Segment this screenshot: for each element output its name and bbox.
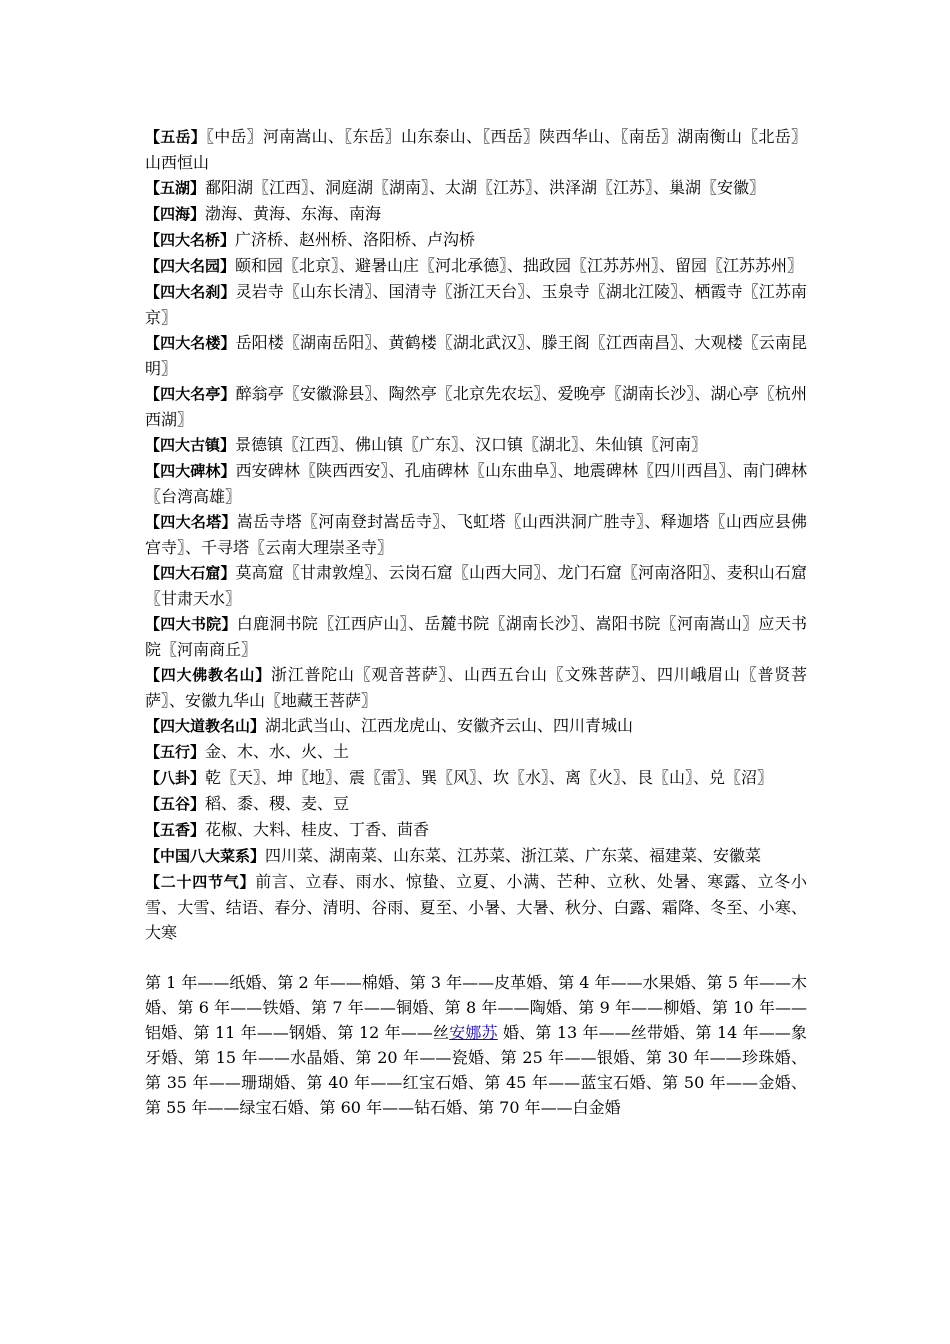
entry-term: 【四大名楼】 — [145, 334, 236, 352]
entry-gardens — [145, 253, 807, 279]
entry-buddhist-mountains — [145, 662, 807, 713]
entry-steles — [145, 458, 807, 509]
entry-text: 西安碑林〖陕西西安〗、孔庙碑林〖山东曲阜〗、地震碑林〖四川西昌〗、南门碑林〖台湾高雄〗 — [145, 461, 807, 506]
entry-text: 花椒、大料、桂皮、丁香、茴香 — [205, 820, 430, 839]
entry-pavilions — [145, 381, 807, 432]
anniversary-text-end: 婚、第 13 年——丝带婚、第 14 年——象牙婚、第 15 年——水晶婚、第 20 年——瓷婚、第 25 年——银婚、第 30 年——珍珠婚、第 35 年——珊瑚婚、第 40 年——红宝石婚、第 45 年——蓝宝石婚、第 50 年——金婚、第 55 年——绿宝石婚、第 60 年——钻石婚、第 70 年——白金婚 — [145, 1023, 807, 1117]
entry-text: 乾〖天〗、坤〖地〗、震〖雷〗、巽〖风〗、坎〖水〗、离〖火〗、艮〖山〗、兑〖沼〗 — [205, 768, 774, 787]
entry-text: 稻、黍、稷、麦、豆 — [205, 794, 350, 813]
entry-grottoes — [145, 560, 807, 611]
entry-text: 渤海、黄海、东海、南海 — [205, 204, 382, 223]
entry-term: 【二十四节气】 — [145, 873, 256, 891]
entry-term: 【四大名塔】 — [145, 513, 237, 531]
entry-bagua — [145, 765, 807, 791]
entry-text: 广济桥、赵州桥、洛阳桥、卢沟桥 — [235, 230, 476, 249]
entry-term: 【五行】 — [145, 743, 206, 761]
entry-five-grains — [145, 791, 807, 817]
entry-text: 莫高窟〖甘肃敦煌〗、云岗石窟〖山西大同〗、龙门石窟〖河南洛阳〗、麦积山石窟〖甘肃天水〗 — [145, 563, 807, 608]
entry-text: 岳阳楼〖湖南岳阳〗、黄鹤楼〖湖北武汉〗、滕王阁〖江西南昌〗、大观楼〖云南昆明〗 — [145, 333, 807, 378]
entry-text: 颐和园〖北京〗、避暑山庄〖河北承德〗、拙政园〖江苏苏州〗、留园〖江苏苏州〗 — [235, 256, 804, 275]
entry-term: 【五湖】 — [145, 179, 206, 197]
entry-text: 浙江普陀山〖观音菩萨〗、山西五台山〖文殊菩萨〗、四川峨眉山〖普贤菩萨〗、安徽九华山〖地藏王菩萨〗 — [145, 665, 807, 710]
entry-term: 【四大名亭】 — [145, 385, 236, 403]
entry-text: 鄱阳湖〖江西〗、洞庭湖〖湖南〗、太湖〖江苏〗、洪泽湖〖江苏〗、巢湖〖安徽〗 — [205, 178, 766, 197]
entry-towers — [145, 330, 807, 381]
entry-wuyue — [145, 124, 807, 175]
entry-text: 金、木、水、火、土 — [205, 742, 350, 761]
entry-term: 【四大名桥】 — [145, 231, 236, 249]
entry-bridges — [145, 227, 807, 253]
entry-text: 湖北武当山、江西龙虎山、安徽齐云山、四川青城山 — [265, 716, 634, 735]
entry-text: 灵岩寺〖山东长清〗、国清寺〖浙江天台〗、玉泉寺〖湖北江陵〗、栖霞寺〖江苏南京〗 — [145, 282, 807, 327]
entry-text: 〖中岳〗河南嵩山、〖东岳〗山东泰山、〖西岳〗陕西华山、〖南岳〗湖南衡山〖北岳〗山西恒山 — [145, 127, 807, 172]
entry-text: 四川菜、湖南菜、山东菜、江苏菜、浙江菜、广东菜、福建菜、安徽菜 — [265, 846, 762, 865]
entry-five-elements — [145, 739, 807, 765]
document-page — [145, 124, 807, 1120]
entry-term: 【八卦】 — [145, 769, 206, 787]
entry-solar-terms — [145, 869, 807, 945]
entry-academies — [145, 611, 807, 662]
entry-term: 【四大书院】 — [145, 615, 237, 633]
entry-term: 【四大佛教名山】 — [145, 666, 271, 684]
anniversary-text-start: 第 1 年——纸婚、第 2 年——棉婚、第 3 年——皮革婚、第 4 年——水果婚、第 5 年——木婚、第 6 年——铁婚、第 7 年——铜婚、第 8 年——陶婚、第 9 年——柳婚、第 10 年——铝婚、第 11 年——钢婚、第 12 年——丝 — [145, 973, 807, 1042]
entry-term: 【四海】 — [145, 205, 206, 223]
entry-text: 嵩岳寺塔〖河南登封嵩岳寺〗、飞虹塔〖山西洪洞广胜寺〗、释迦塔〖山西应县佛宫寺〗、千寻塔〖云南大理崇圣寺〗 — [145, 512, 807, 557]
paragraph-gap — [145, 945, 807, 970]
entry-term: 【四大道教名山】 — [145, 717, 266, 735]
entry-cuisines — [145, 843, 807, 869]
entry-taoist-mountains — [145, 713, 807, 739]
entry-pagodas — [145, 509, 807, 560]
entry-text: 醉翁亭〖安徽滁县〗、陶然亭〖北京先农坛〗、爱晚亭〖湖南长沙〗、湖心亭〖杭州西湖〗 — [145, 384, 807, 429]
entry-list — [145, 124, 807, 945]
entry-towns — [145, 432, 807, 458]
entry-term: 【五岳】 — [145, 128, 206, 146]
entry-term: 【五香】 — [145, 821, 206, 839]
entry-term: 【中国八大菜系】 — [145, 847, 266, 865]
entry-term: 【四大碑林】 — [145, 462, 236, 480]
entry-term: 【四大名园】 — [145, 257, 236, 275]
entry-text: 景德镇〖江西〗、佛山镇〖广东〗、汉口镇〖湖北〗、朱仙镇〖河南〗 — [235, 435, 708, 454]
entry-sihai — [145, 201, 807, 227]
entry-term: 【四大古镇】 — [145, 436, 236, 454]
entry-wuhu — [145, 175, 807, 201]
entry-temples — [145, 279, 807, 330]
anniversary-paragraph — [145, 970, 807, 1120]
entry-five-spices — [145, 817, 807, 843]
entry-text: 前言、立春、雨水、惊蛰、立夏、小满、芒种、立秋、处暑、寒露、立冬小雪、大雪、结语、春分、清明、谷雨、夏至、小暑、大暑、秋分、白露、霜降、冬至、小寒、大寒 — [145, 872, 807, 942]
entry-text: 白鹿洞书院〖江西庐山〗、岳麓书院〖湖南长沙〗、嵩阳书院〖河南嵩山〗应天书院〖河南商丘〗 — [145, 614, 807, 659]
anna-sui-link[interactable]: 安娜苏 — [449, 1023, 498, 1042]
entry-term: 【四大石窟】 — [145, 564, 236, 582]
entry-term: 【五谷】 — [145, 795, 206, 813]
entry-term: 【四大名刹】 — [145, 283, 236, 301]
